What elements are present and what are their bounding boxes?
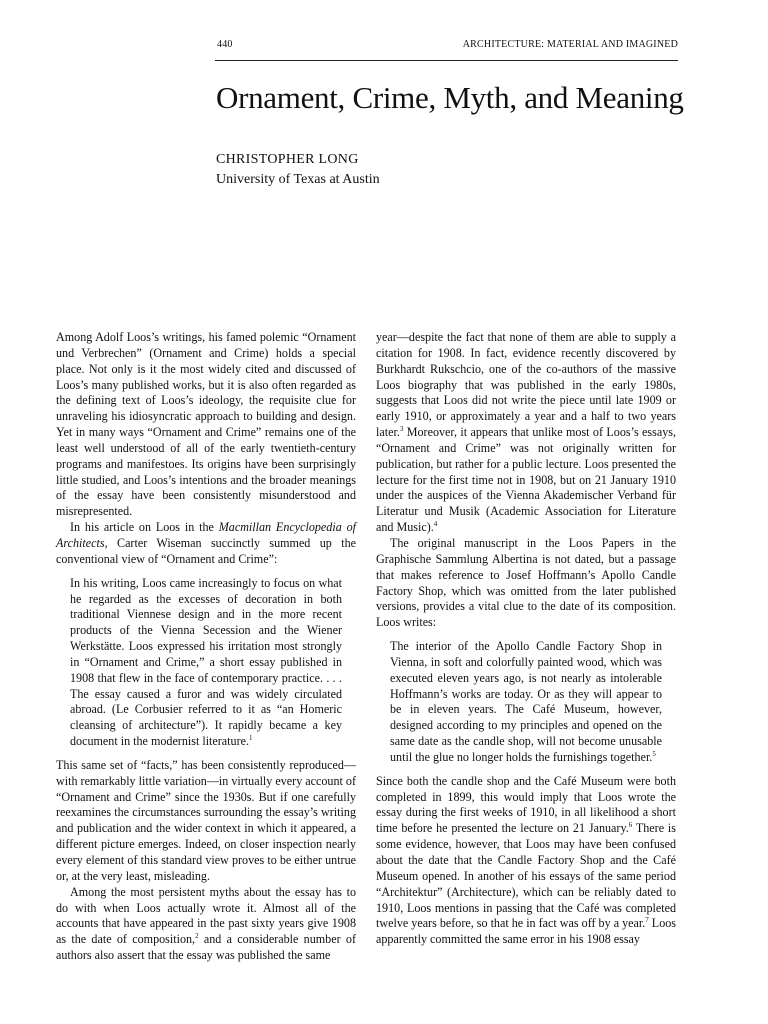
page-number: 440 [217, 39, 233, 50]
text-run: and a considerable number of authors also assert that the essay was published the same [56, 932, 356, 963]
block-quote [390, 639, 676, 766]
paragraph [376, 774, 676, 948]
text-run: In his article on Loos in the [70, 520, 219, 535]
footnote-ref: 3 [399, 425, 404, 434]
paragraph [376, 330, 676, 536]
book-title: Macmillan Encyclopedia of Architects [56, 520, 356, 550]
text-run: Among the most persistent myths about the essay has to do with when Loos actually wrote it. Almost all of the accounts that have appeared in the past sixty years give 1908 as the date of composition, [56, 884, 356, 947]
footnote-ref: 6 [628, 821, 633, 830]
text-run: year—despite the fact that none of them are able to supply a citation for 1908. In fact, evidence recently discovered by Burkhardt Rukschcio, one of the co-authors of the massive Loos biography that was published in the early 1980s, suggests that Loos did not write the piece until late 1909 or early 1910, or approximately a year and a half to two years later. [376, 330, 676, 440]
text-run: Since both the candle shop and the Café Museum were both completed in 1899, this would imply that Loos wrote the essay during the first weeks of 1910, in all likelihood a short time before he presented the lecture on 21 January. [376, 773, 676, 836]
footnote-ref: 4 [433, 520, 438, 529]
text-run: Loos apparently committed the same error in his 1908 essay [376, 916, 676, 947]
block-quote [70, 576, 356, 750]
text-run: Moreover, it appears that unlike most of Loos’s essays, “Ornament and Crime” was not originally written for publication, but rather for a public lecture. Loos presented the lecture for the first time not in 1908, but on 21 January 1910 under the auspices of the Vienna Akademischer Verband für Literatur und Musik (Academic Association for Literature and Music). [376, 425, 676, 535]
left-column [56, 330, 356, 964]
footnote-ref: 5 [652, 749, 656, 758]
paragraph [56, 885, 356, 964]
text-run: The interior of the Apollo Candle Factory Shop in Vienna, in soft and colorfully painted wood, which was executed eleven years ago, is not nearly as intolerable Hoffmann’s works are today. Or as they will appear to be in eleven years. The Café Museum, however, designed according to my principles and opened on the same date as the candle shop, will not become unusable until the glue no longer holds the furnishings together. [390, 639, 662, 764]
paragraph: Among Adolf Loos’s writings, his famed polemic “Ornament und Verbrechen” (Ornament and Crime) holds a special place. Not only is it the most widely cited and discussed of Loos’s many published works, but it is also often regarded as the defining text of Loos’s ideology, the requisite clue for unraveling his idiosyncratic approach to building and design. Yet in many ways “Ornament and Crime” remains one of the least well understood of all of the early twentieth-century programs and manifestoes. Its origins have been surprisingly little studied, and Loos’s intentions and the broader meanings of the essay have been consistently misunderstood and misrepresented. [56, 330, 356, 519]
author-affiliation: University of Texas at Austin [216, 172, 380, 187]
right-column [376, 330, 676, 948]
footnote-ref: 7 [645, 916, 649, 925]
footnote-ref: 2 [195, 932, 199, 941]
text-run: There is some evidence, however, that Loos may have been confused about the date that the Candle Factory Shop and the Café Museum opened. In another of his essays of the same period “Architektur” (Architecture), which can be reliably dated to 1910, Loos mentions in passing that the Café was completed twelve years before, so that he in fact was off by a year. [376, 821, 677, 931]
text-run: , Carter Wiseman succinctly summed up the conventional view of “Ornament and Crime”: [56, 535, 356, 566]
article-title: Ornament, Crime, Myth, and Meaning [216, 80, 684, 115]
quote-text [390, 639, 662, 766]
footnote-ref: 1 [249, 734, 253, 743]
text-run: In his writing, Loos came increasingly to focus on what he regarded as the excesses of decoration in both traditional Viennese design and in the more recent products of the Vienna Secession and the Wiener Werkstätte. Loos expressed his irritation most strongly in “Ornament and Crime,” a short essay published in 1908 that flew in the face of contemporary practice. . . . The essay caused a furor and was widely circulated abroad. (Le Corbusier referred to it as “an Homeric cleansing of architecture”). It rapidly became a key document in the modernist literature. [70, 575, 342, 749]
paragraph: The original manuscript in the Loos Papers in the Graphische Sammlung Albertina is not dated, but a passage that makes reference to Josef Hoffmann’s Apollo Candle Factory Shop, which was omitted from the later published versions, provides a vital clue to the date of its composition. Loos writes: [376, 535, 676, 630]
quote-text [70, 576, 342, 750]
author-name: CHRISTOPHER LONG [216, 152, 359, 167]
header-rule [215, 60, 678, 61]
running-title: ARCHITECTURE: MATERIAL AND IMAGINED [462, 39, 678, 50]
author-block [216, 150, 380, 190]
paragraph: This same set of “facts,” has been consistently reproduced—with remarkably little variation—in virtually every account of “Ornament and Crime” since the 1930s. But if one carefully reexamines the circumstances surrounding the essay’s writing and publication and the wider context in which it appeared, a different picture emerges. Indeed, on closer inspection nearly every element of this standard view proves to be either untrue or, at the very least, misleading. [56, 757, 356, 883]
paragraph [56, 520, 356, 568]
